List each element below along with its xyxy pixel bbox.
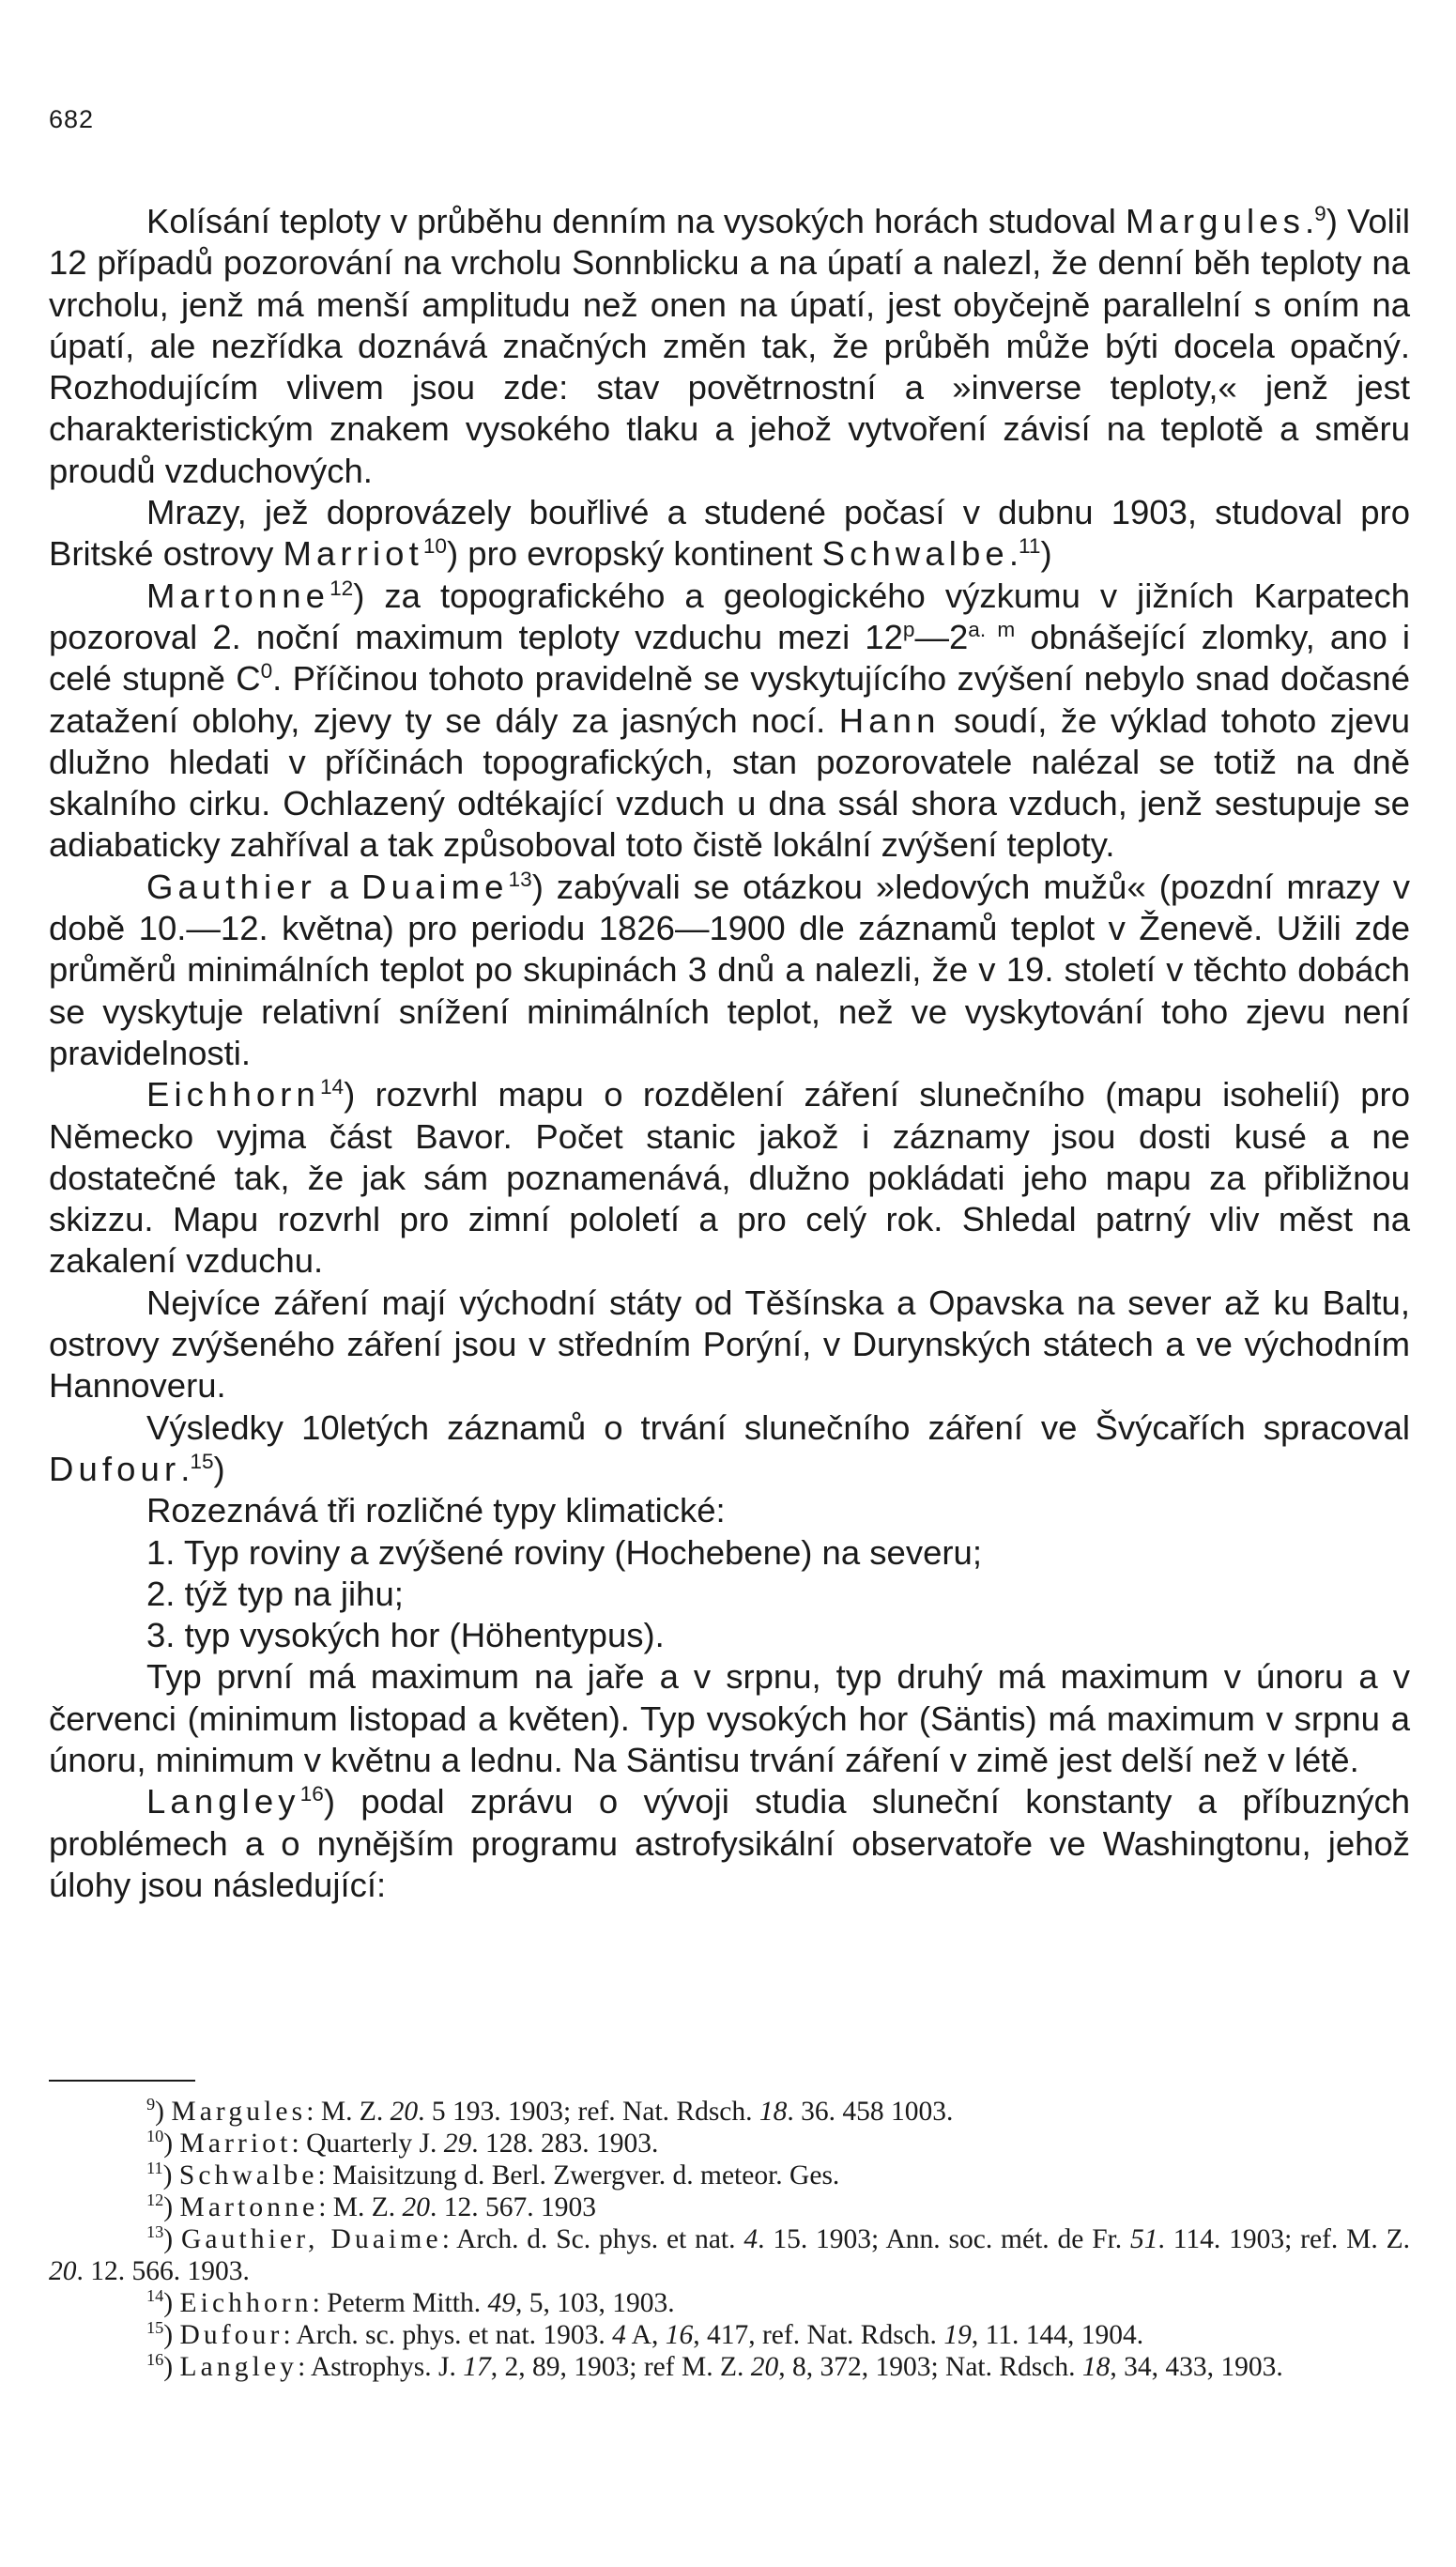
- text-run: ): [162, 2160, 179, 2190]
- footnote-ref: 9: [146, 2095, 156, 2114]
- volume-number: 4: [612, 2320, 626, 2350]
- author-name: Schwalbe: [178, 2160, 318, 2190]
- text-run: ) rozvrhl mapu o rozdělení záření slunečního (mapu isohelií) pro Německo vyjma část Bavor. Počet stanic jakož i záznamy jsou dosti kusé a ne dostatečné tak, že jak sám poznamenává, dlužno pokládati jeho mapu za přibližnou skizzu. Mapu rozvrhl pro zimní pololetí a pro celý rok. Shledal patrný vliv měst na zakalení vzduchu.: [49, 1075, 1410, 1281]
- text-run: ) pro evropský kontinent: [447, 534, 822, 574]
- text-run: a: [315, 867, 362, 906]
- list-item: 2. týž typ na jihu;: [146, 1574, 404, 1613]
- footnote-ref: 12: [330, 576, 354, 600]
- volume-number: 20: [750, 2352, 779, 2382]
- text-run: ): [163, 2320, 180, 2350]
- footnote-ref: a. m: [968, 617, 1016, 641]
- text-run: : Astrophys. J.: [298, 2352, 464, 2382]
- text-run: : Peterm Mitth.: [312, 2288, 488, 2318]
- footnote-ref: p: [902, 617, 915, 641]
- paragraph: [49, 1656, 1410, 1781]
- footnote-ref: 11: [1018, 534, 1041, 559]
- paragraph: [49, 867, 1410, 1074]
- list-item: 1. Typ roviny a zvýšené roviny (Hochebene) na severu;: [146, 1532, 982, 1572]
- volume-number: 29: [443, 2129, 472, 2159]
- footnote: [49, 2160, 1410, 2191]
- text-run: ): [163, 2192, 180, 2222]
- volume-number: 49: [487, 2288, 515, 2318]
- text-run: : Quarterly J.: [291, 2129, 444, 2159]
- paragraph: [49, 492, 1410, 576]
- footnote-ref: 0: [260, 659, 273, 684]
- footnote-ref: 11: [146, 2159, 163, 2178]
- author-name: Martonne: [146, 576, 330, 615]
- footnote-ref: 10: [146, 2127, 164, 2146]
- footnote-ref: 15: [146, 2318, 164, 2338]
- author-name: Marriot: [179, 2129, 292, 2159]
- footnote-ref: 16: [146, 2350, 164, 2370]
- footnote: [49, 2319, 1410, 2351]
- text-run: . 15. 1903; Ann. soc. mét. de Fr.: [758, 2224, 1131, 2254]
- paragraph: [49, 1283, 1410, 1407]
- author-name: Gauthier, Duaime: [180, 2224, 442, 2254]
- paragraph: [49, 1781, 1410, 1906]
- text-run: . 12. 567. 1903: [430, 2192, 597, 2222]
- volume-number: 4: [743, 2224, 759, 2254]
- text-run: ): [163, 2129, 180, 2159]
- footnote: [49, 2191, 1410, 2223]
- footnote: [49, 2128, 1410, 2160]
- footnote-ref: 15: [190, 1449, 214, 1473]
- author-name: Dufour: [49, 1449, 181, 1488]
- author-name: Margules: [1125, 202, 1305, 240]
- text-run: Nejvíce záření mají východní státy od Těšínska a Opavska na sever až ku Baltu, ostrovy zvýšeného záření jsou v středním Porýní, v Durynských státech a ve východním Hannoveru.: [49, 1283, 1410, 1406]
- text-run: . Příčinou tohoto pravidelně se vyskytujícího zvýšení nebylo snad dočasné zatažení oblohy, zjevy ty se dály za jasných nocí.: [49, 659, 1410, 740]
- footnote: [49, 2096, 1410, 2128]
- text-run: Kolísání teploty v průběhu denním na vysokých horách studoval: [146, 202, 1126, 240]
- paragraph: [49, 1407, 1410, 1491]
- footnote-ref: 13: [146, 2222, 164, 2242]
- page-number: 682: [49, 105, 95, 133]
- text-run: ) zabývali se otázkou »ledových mužů« (pozdní mrazy v době 10.—12. května) pro periodu 1826—1900 dle záznamů teplot v Ženevě. Užili zde průměrů minimálních teplot po skupinách 3 dnů a nalezli, že v 19. století v těchto dobách se vyskytuje relativní snížení minimálních teplot, než ve vyskytování toho zjevu není pravidelnosti.: [49, 867, 1410, 1072]
- volume-number: 18: [1081, 2352, 1111, 2382]
- text-run: , 5, 103, 1903.: [515, 2288, 675, 2318]
- footnote: [49, 2223, 1410, 2287]
- text-run: , 34, 433, 1903.: [1110, 2352, 1283, 2382]
- text-run: .: [1304, 202, 1315, 240]
- author-name: Margules: [171, 2097, 307, 2127]
- author-name: Schwalbe: [821, 534, 1009, 574]
- author-name: Langley: [146, 1782, 300, 1821]
- text-run: . 12. 566. 1903.: [76, 2256, 250, 2286]
- author-name: Marriot: [283, 534, 423, 574]
- footnote-ref: 16: [299, 1782, 324, 1806]
- text-run: soudí, že výklad tohoto zjevu dlužno hledati v příčinách topografických, stan pozorovatele nalézal se totiž na dně skalního cirku. Ochlazený odtékající vzduch u dna ssál shora vzduch, jenž sestupuje se adiabaticky zahříval a tak způsoboval toto čistě lokální zvýšení teploty.: [49, 700, 1411, 865]
- volume-number: 18: [759, 2097, 788, 2127]
- author-name: Martonne: [179, 2192, 319, 2222]
- volume-number: 17: [463, 2352, 491, 2382]
- text-run: , 2, 89, 1903; ref M. Z.: [490, 2352, 751, 2382]
- text-run: : Arch. d. Sc. phys. et nat.: [441, 2224, 744, 2254]
- text-run: Mrazy, jež doprovázely bouřlivé a studené počasí v dubnu 1903, studoval pro Britské ostrovy: [49, 493, 1410, 574]
- volume-number: 51: [1130, 2224, 1158, 2254]
- text-run: ) podal zprávu o vývoji studia sluneční konstanty a příbuzných problémech a o nynějším programu astrofysikální observatoře ve Washingtonu, jehož úlohy jsou následující:: [49, 1782, 1410, 1904]
- author-name: Eichhorn: [146, 1075, 320, 1114]
- text-run: . 36. 458 1003.: [787, 2097, 954, 2127]
- text-run: : Arch. sc. phys. et nat. 1903.: [283, 2320, 613, 2350]
- footnote: [49, 2287, 1410, 2319]
- text-run: : Maisitzung d. Berl. Zwergver. d. meteor. Ges.: [317, 2160, 840, 2190]
- footnote-ref: 13: [508, 867, 532, 891]
- text-run: ): [163, 2352, 180, 2382]
- text-run: : M. Z.: [318, 2192, 403, 2222]
- text-run: . 128. 283. 1903.: [471, 2129, 659, 2159]
- volume-number: 20: [390, 2097, 419, 2127]
- footnote-ref: 12: [146, 2190, 164, 2210]
- footnote-divider: [49, 2080, 195, 2082]
- text-run: —2: [914, 617, 969, 656]
- text-run: ) za topografického a geologického výzkumu v jižních Karpatech pozoroval 2. noční maximum teploty vzduchu mezi 12: [49, 576, 1410, 656]
- text-run: , 417, ref. Nat. Rdsch.: [693, 2320, 944, 2350]
- text-run: A,: [625, 2320, 666, 2350]
- text-run: : M. Z.: [306, 2097, 391, 2127]
- footnote-ref: 14: [146, 2286, 164, 2306]
- text-run: ): [163, 2224, 181, 2254]
- volume-number: 16: [665, 2320, 694, 2350]
- text-run: Typ první má maximum na jaře a v srpnu, typ druhý má maximum v únoru a v červenci (minimum listopad a květen). Typ vysokých hor (Säntis) má maximum v srpnu a únoru, minimum v květnu a lednu. Na Säntisu trvání záření v zimě jest delší než v létě.: [49, 1657, 1410, 1779]
- text-run: Rozeznává tři rozličné typy klimatické:: [146, 1491, 726, 1530]
- volume-number: 19: [943, 2320, 972, 2350]
- text-run: obnášející zlomky, ano i celé stupně C: [49, 617, 1410, 699]
- volume-number: 20: [49, 2256, 77, 2286]
- paragraph: [49, 1490, 1410, 1531]
- text-run: .: [1008, 534, 1019, 574]
- text-run: ): [163, 2288, 180, 2318]
- author-name: Gauthier: [146, 867, 316, 906]
- text-run: ): [155, 2097, 172, 2127]
- footnote: [49, 2351, 1410, 2383]
- text-run: ): [213, 1449, 225, 1488]
- text-run: .: [180, 1449, 191, 1488]
- footnote-ref: 9: [1314, 201, 1326, 225]
- footnote-ref: 14: [319, 1075, 345, 1099]
- text-run: ): [1040, 534, 1052, 574]
- footnote-ref: 10: [422, 534, 447, 559]
- paragraph: [49, 201, 1410, 492]
- list-item: 3. typ vysokých hor (Höhentypus).: [146, 1616, 665, 1655]
- text-run: Výsledky 10letých záznamů o trvání slunečního záření ve Švýcařích spracoval: [146, 1407, 1410, 1447]
- footnotes: [49, 2096, 1410, 2383]
- paragraph: [49, 576, 1410, 867]
- text-run: , 11. 144, 1904.: [971, 2320, 1144, 2350]
- author-name: Eichhorn: [179, 2288, 313, 2318]
- author-name: Duaime: [361, 867, 509, 906]
- text-run: ) Volil 12 případů pozorování na vrcholu Sonnblicku a na úpatí a nalezl, že denní běh teploty na vrcholu, jenž má menší amplitudu než onen na úpatí, jest obyčejně parallelní s oním na úpatí, ale nezřídka doznává značných změn tak, že průběh může býti docela opačný. Rozhodujícím vlivem jsou zde: stav povětrnostní a »inverse teploty,« jenž jest charakteristickým znakem vysokého tlaku a jehož vytvoření závisí na teplotě a směru proudů vzduchových.: [49, 202, 1410, 490]
- paragraph: [49, 1074, 1410, 1282]
- author-name: Hann: [838, 700, 941, 740]
- text-run: . 114. 1903; ref. M. Z.: [1157, 2224, 1410, 2254]
- text-run: , 8, 372, 1903; Nat. Rdsch.: [778, 2352, 1082, 2382]
- text-run: . 5 193. 1903; ref. Nat. Rdsch.: [418, 2097, 759, 2127]
- volume-number: 20: [402, 2192, 431, 2222]
- author-name: Dufour: [179, 2320, 284, 2350]
- body-text: [49, 201, 1410, 1906]
- author-name: Langley: [179, 2352, 299, 2382]
